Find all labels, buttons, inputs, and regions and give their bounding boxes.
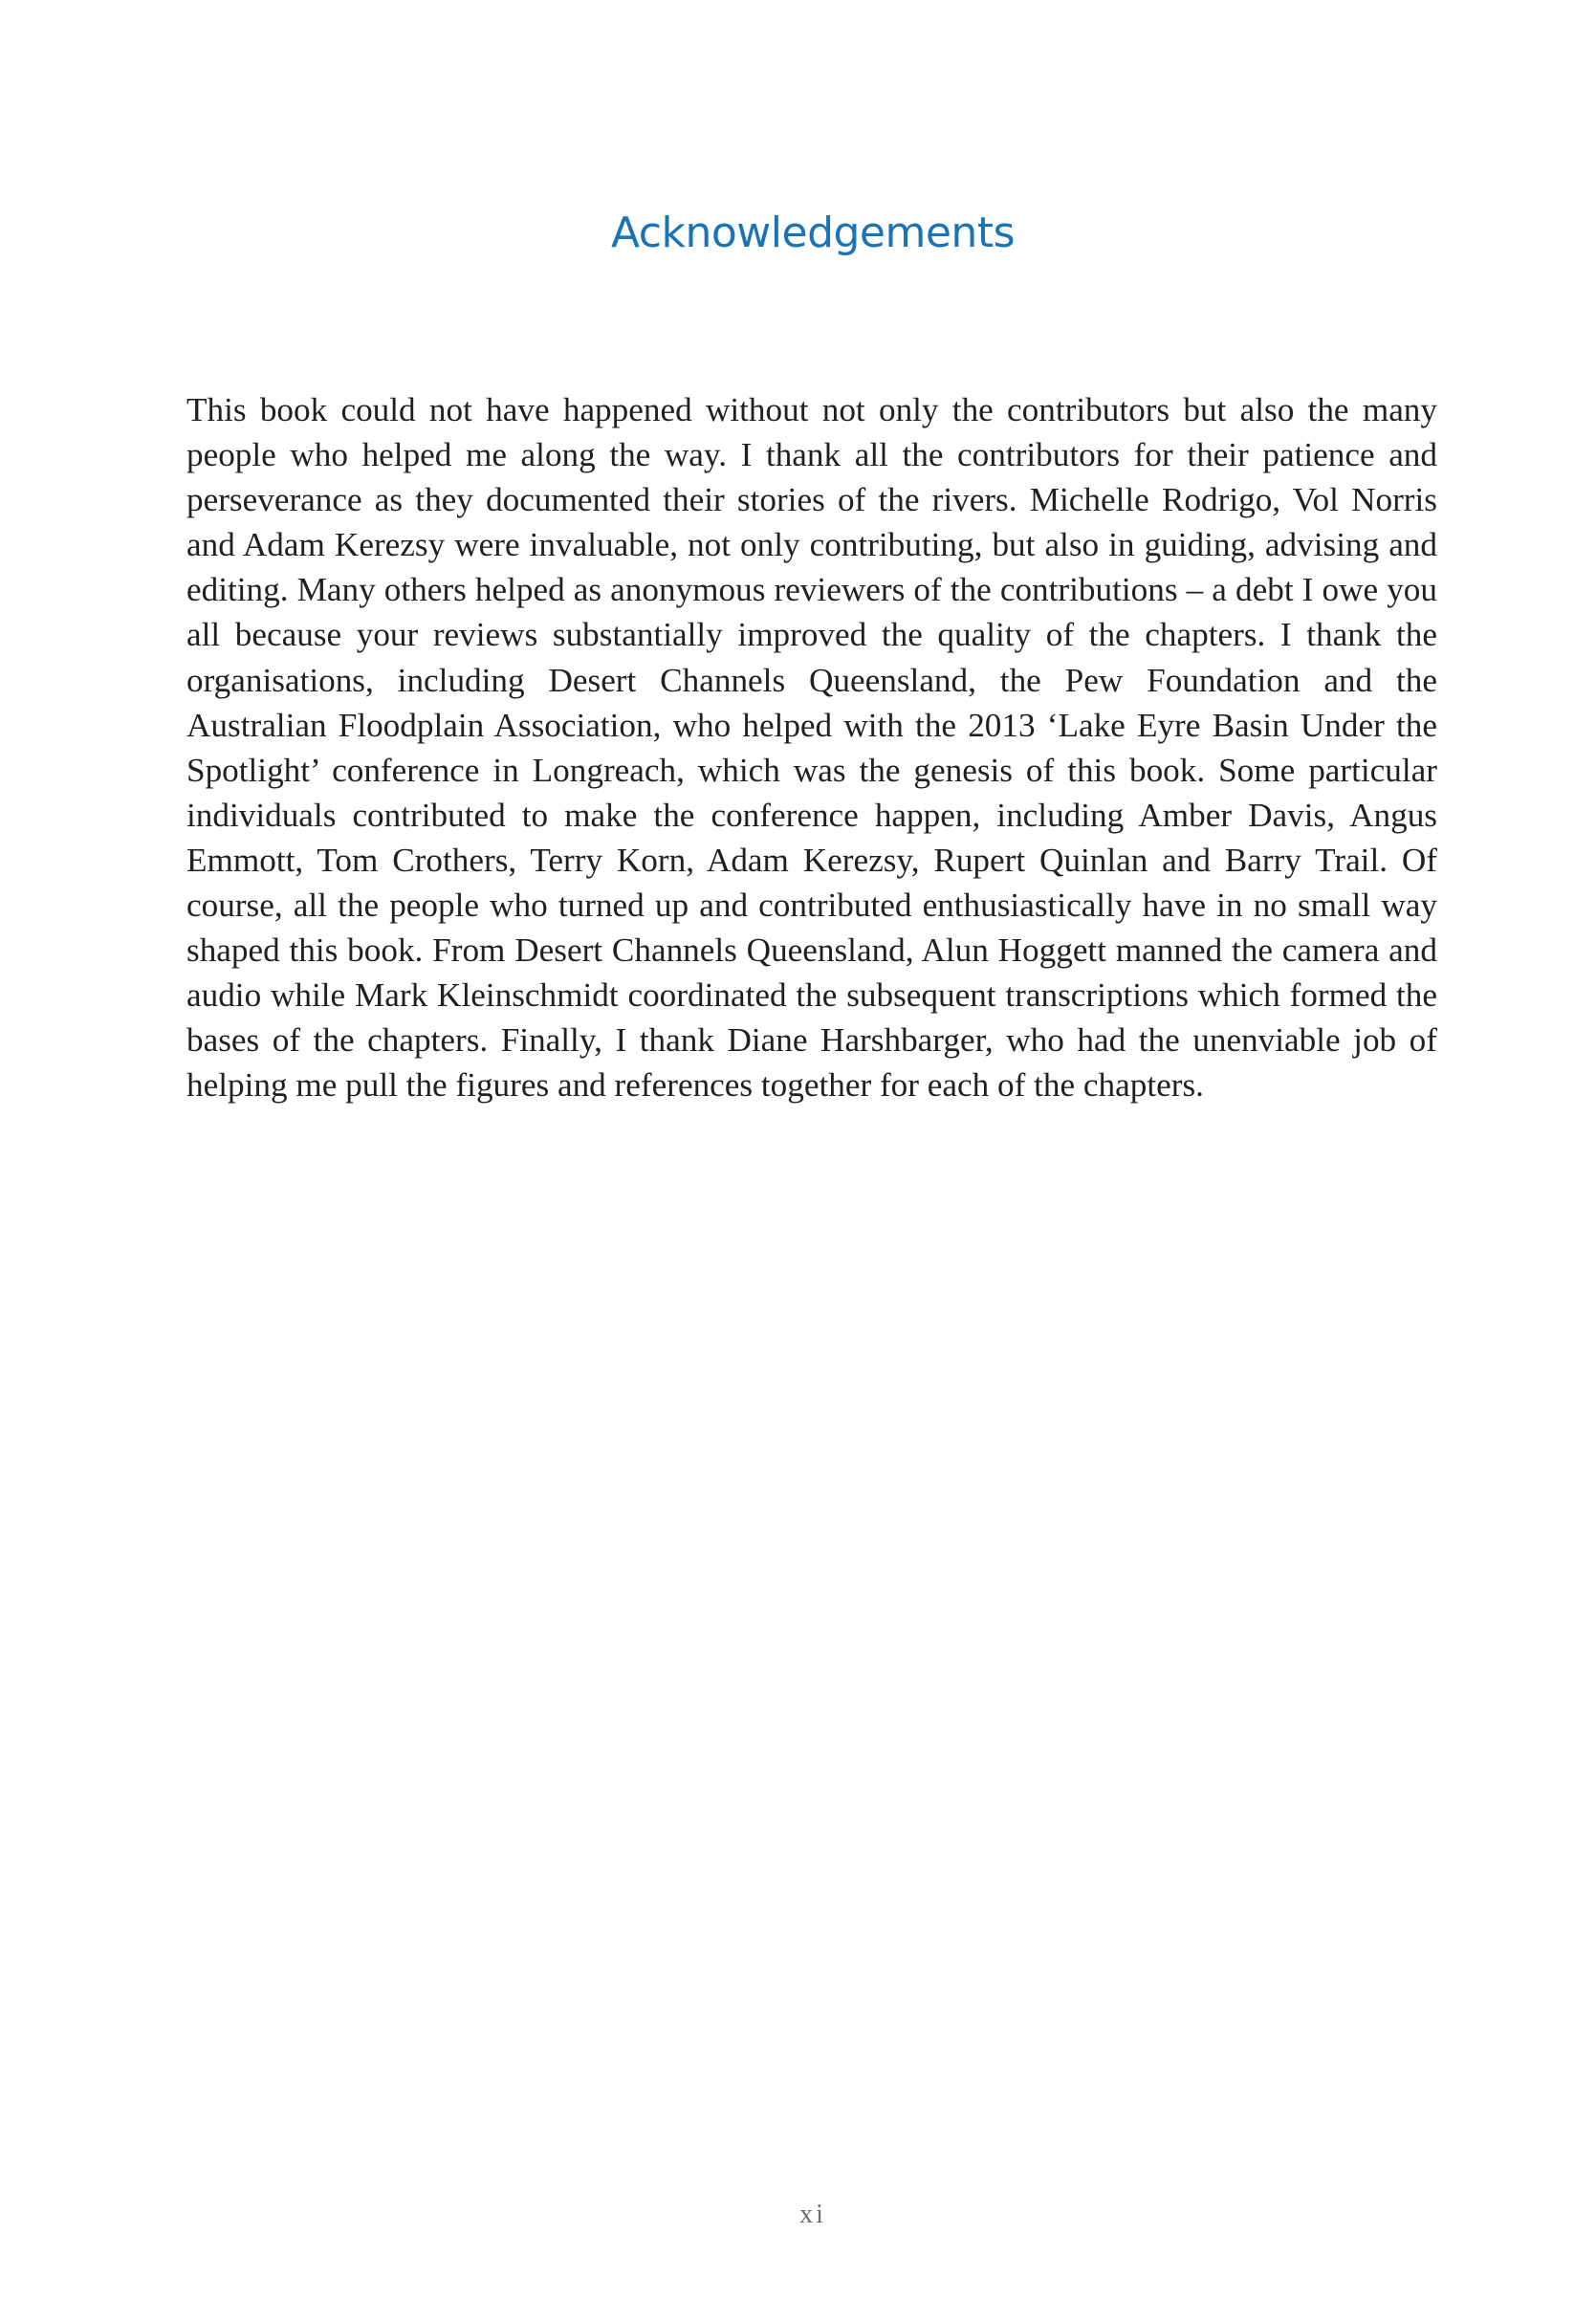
page-number: xi — [799, 2200, 826, 2229]
page-title: Acknowledgements — [610, 208, 1015, 257]
acknowledgements-paragraph: This book could not have happened without not only the contributors but also the many people who helped me along the way. I thank all the contributors for their patience and perseverance as they documented their stories of the rivers. Michelle Rodrigo, Vol Norris and Adam Kerezsy were invaluable, not only contributing, but also in guiding, advising and editing. Many others helped as anonymous reviewers of the contributions – a debt I owe you all because your reviews substantially improved the quality of the chapters. I thank the organisations, including Desert Channels Queensland, the Pew Foundation and the Australian Floodplain Association, who helped with the 2013 ‘Lake Eyre Basin Under the Spotlight’ conference in Longreach, which was the genesis of this book. Some particular individuals contributed to make the conference happen, including Amber Davis, Angus Emmott, Tom Crothers, Terry Korn, Adam Kerezsy, Rupert Quinlan and Barry Trail. Of course, all the people who turned up and contributed enthusiastically have in no small way shaped this book. From Desert Channels Queensland, Alun Hoggett manned the camera and audio while Mark Kleinschmidt coordinated the subsequent transcriptions which formed the bases of the chapters. Finally, I thank Diane Harshbarger, who had the unenviable job of helping me pull the figures and references together for each of the chapters. — [186, 391, 1437, 1105]
